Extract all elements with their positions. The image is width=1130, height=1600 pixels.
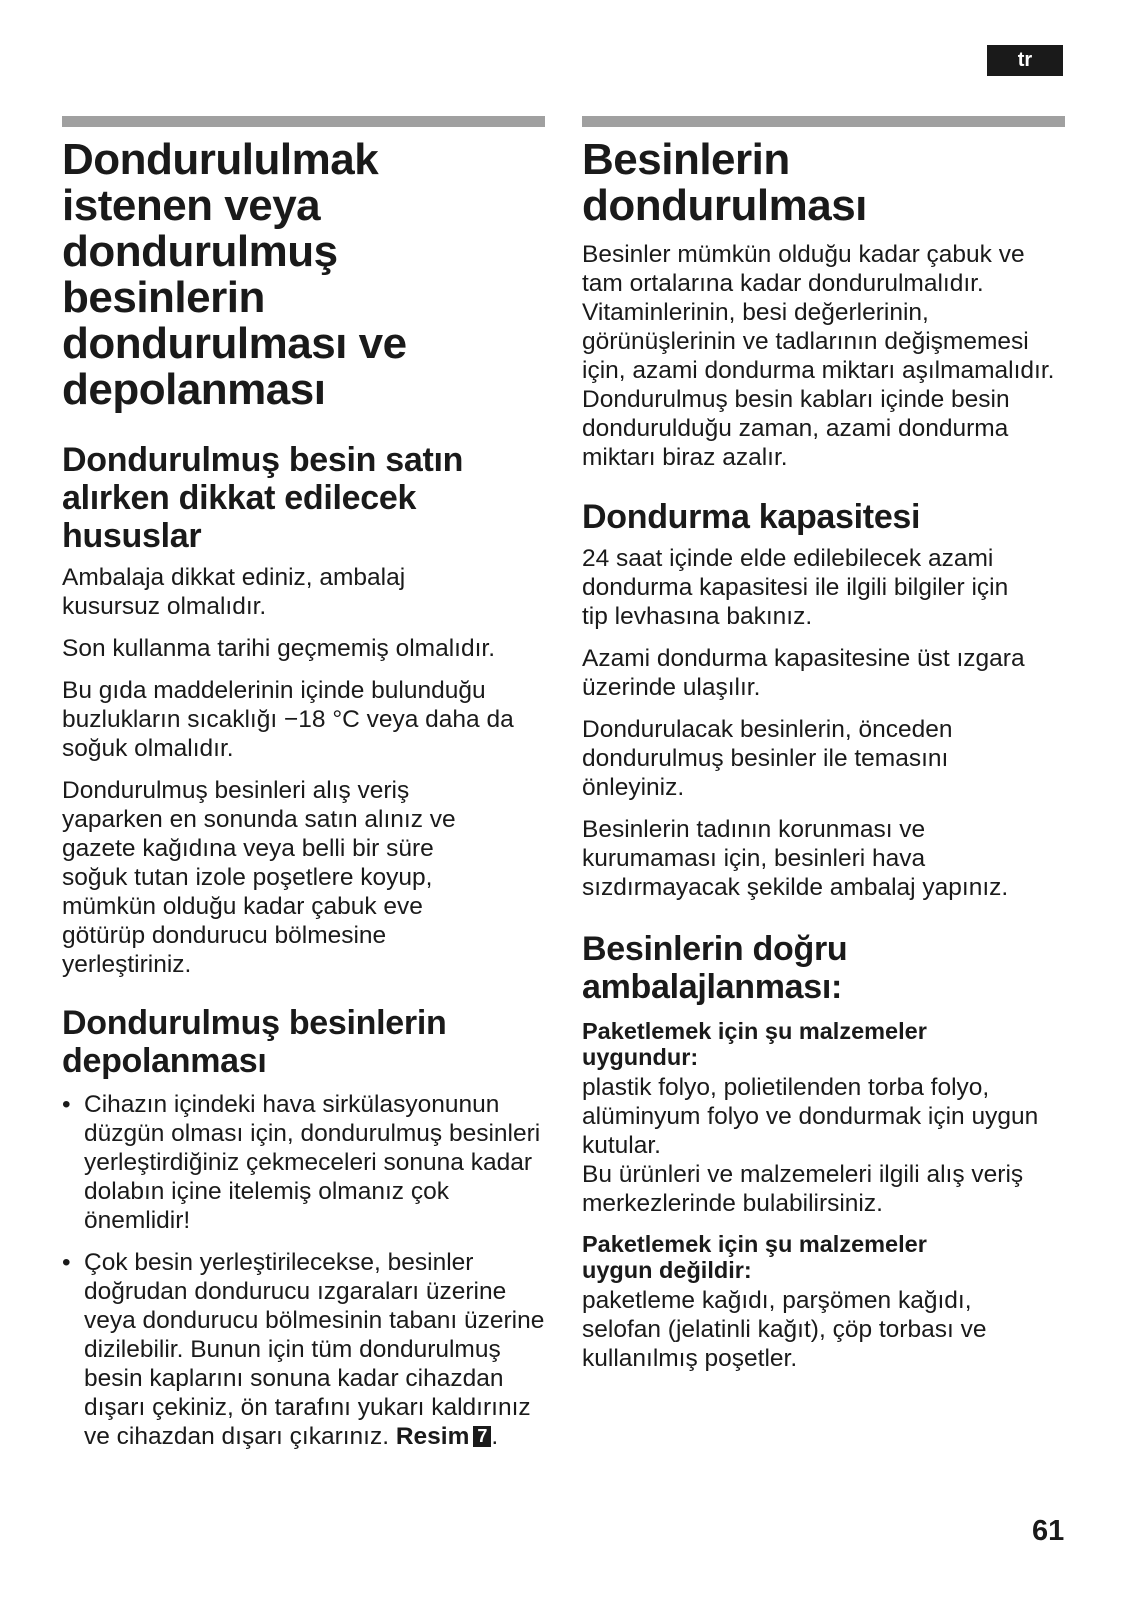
section-heading-capacity: Dondurma kapasitesi [582, 498, 921, 536]
page-number: 61 [1032, 1515, 1065, 1547]
column-title: Besinlerin dondurulması [582, 135, 867, 230]
left-column [62, 116, 545, 1451]
language-badge: tr [987, 45, 1063, 76]
subheading-unsuitable: Paketlemek için şu malzemeler uygun değildir: [582, 1231, 927, 1283]
subheading-suitable: Paketlemek için şu malzemeler uygundur: [582, 1018, 927, 1070]
paragraph: Son kullanma tarihi geçmemiş olmalıdır. [62, 635, 496, 662]
paragraph: Azami dondurma kapasitesine üst ızgara üzerinde ulaşılır. [582, 645, 1025, 701]
section-heading-buying: Dondurulmuş besin satın alırken dikkat edilecek hususlar [62, 441, 464, 555]
paragraph: plastik folyo, polietilenden torba folyo, alüminyum folyo ve dondurmak için uygun kutular. [582, 1074, 1039, 1159]
paragraph: paketleme kağıdı, parşömen kağıdı, selofan (jelatinli kağıt), çöp torbası ve kullanılmış poşetler. [582, 1287, 987, 1372]
section-heading-storage: Dondurulmuş besinlerin depolanması [62, 1004, 447, 1080]
paragraph: Besinlerin tadının korunması ve kurumaması için, besinleri hava sızdırmayacak şekilde ambalaj yapınız. [582, 816, 1009, 901]
paragraph: Ambalaja dikkat ediniz, ambalaj kusursuz olmalıdır. [62, 564, 406, 620]
paragraph: Dondurulacak besinlerin, önceden dondurulmuş besinler ile temasını önleyiniz. [582, 716, 953, 801]
right-column [582, 116, 1065, 1373]
paragraph: Besinler mümkün olduğu kadar çabuk ve tam ortalarına kadar dondurulmalıdır. Vitaminlerinin, besi değerlerinin, görünüşlerinin ve tadlarının değişmemesi için, azami dondurma miktarı aşılmamalıdır. Dondurulmuş besin kabları içinde besin dondurulduğu zaman, azami dondurma miktarı biraz azalır. [582, 241, 1055, 471]
figure-number-badge: 7 [473, 1426, 491, 1447]
page-title: Dondurululmak istenen veya dondurulmuş besinlerin dondurulması ve depolanması [62, 135, 407, 414]
paragraph: Bu ürünleri ve malzemeleri ilgili alış veriş merkezlerinde bulabilirsiniz. [582, 1161, 1024, 1217]
paragraph: Bu gıda maddelerinin içinde bulunduğu buzlukların sıcaklığı −18 °C veya daha da soğuk olmalıdır. [62, 677, 514, 762]
list-item: • Cihazın içindeki hava sirkülasyonunun düzgün olması için, dondurulmuş besinleri yerleştirdiğiniz çekmeceleri sonuna kadar dolabın içine itelemiş olmanız çok önemlidir! [62, 1090, 544, 1235]
section-divider [62, 116, 545, 127]
section-divider [582, 116, 1065, 127]
section-heading-packaging: Besinlerin doğru ambalajlanması: [582, 930, 848, 1006]
paragraph: Dondurulmuş besinleri alış veriş yaparken en sonunda satın alınız ve gazete kağıdına veya belli bir süre soğuk tutan izole poşetlere koyup, mümkün olduğu kadar çabuk eve götürüp dondurucu bölmesine yerleştiriniz. [62, 777, 456, 978]
paragraph: 24 saat içinde elde edilebilecek azami dondurma kapasitesi ile ilgili bilgiler için tip levhasına bakınız. [582, 545, 1009, 630]
storage-list [62, 1090, 545, 1451]
list-item: • Çok besin yerleştirilecekse, besinler doğrudan dondurucu ızgaraları üzerine veya dondurucu bölmesinin tabanı üzerine dizilebilir. Bunun için tüm dondurulmuş besin kaplarını sonuna kadar cihazdan dışarı çekiniz, ön tarafını yukarı kaldırınız ve cihazdan dışarı çıkarınız. Resim 7 . [62, 1248, 552, 1451]
figure-reference: Resim [395, 1423, 470, 1450]
